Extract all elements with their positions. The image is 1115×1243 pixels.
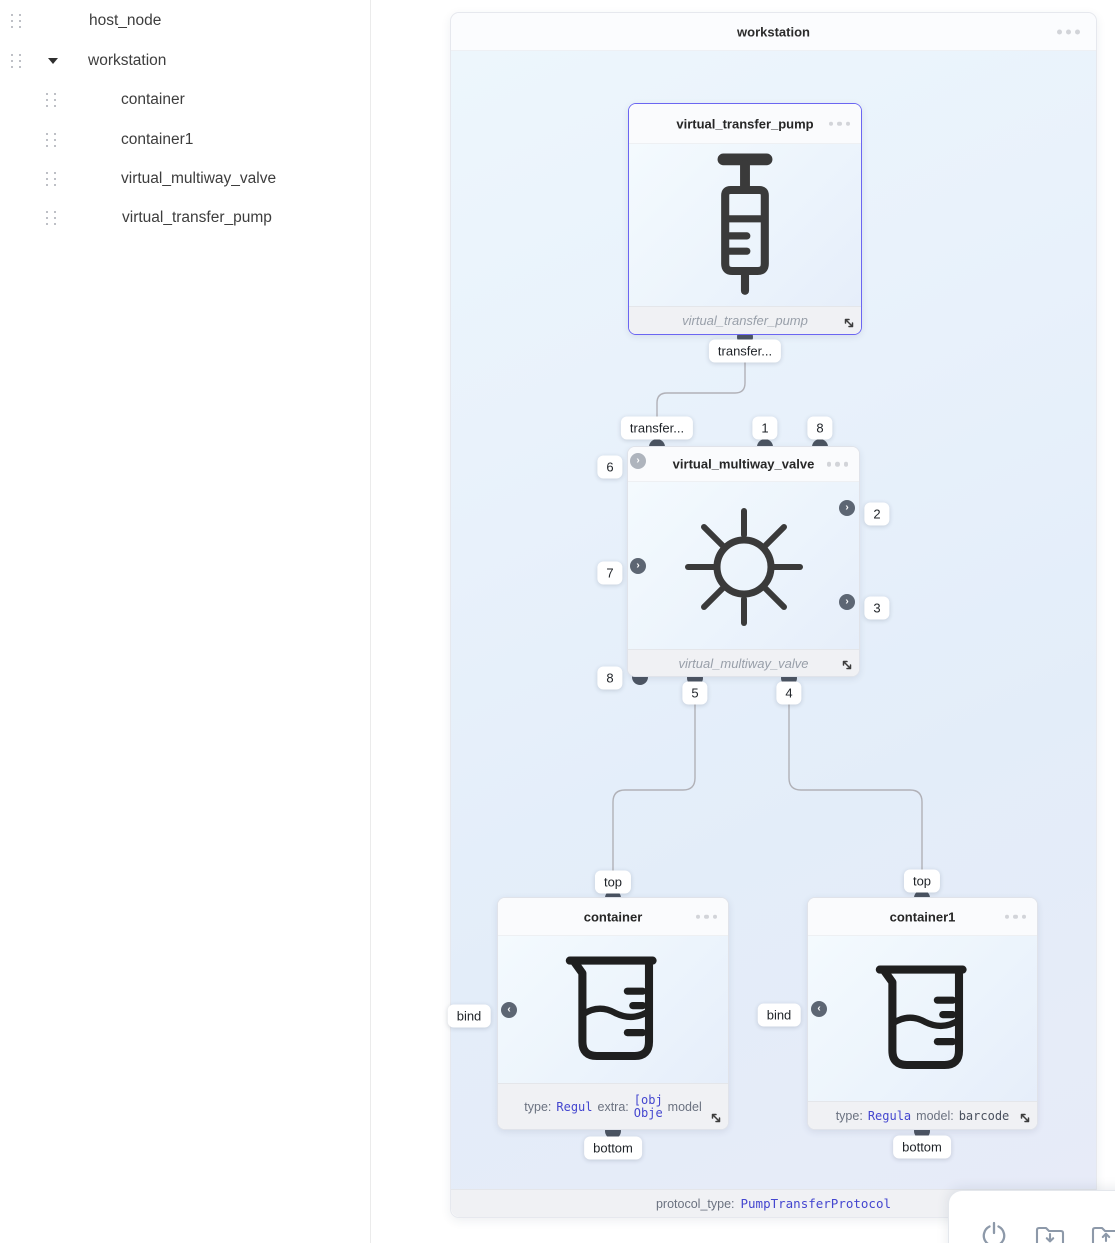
extra-label: extra: [597,1099,629,1114]
folder-upload-icon [1090,1221,1115,1243]
drag-handle-icon[interactable] [45,92,57,108]
port-valve-3[interactable]: › [839,594,855,610]
node-title: container [583,909,643,924]
more-menu-icon[interactable] [696,914,718,919]
tree-item-label: workstation [88,52,167,69]
port-container-bind[interactable]: ‹ [501,1002,517,1018]
port-label: 3 [864,597,889,620]
port-label: top [904,870,940,893]
port-label: bottom [893,1136,951,1159]
drag-handle-icon[interactable] [45,210,57,226]
port-label: transfer... [621,417,693,440]
node-footer [628,649,859,676]
node-title: virtual_multiway_valve [672,456,815,472]
port-valve-6[interactable]: › [630,453,646,469]
node-title: container1 [889,909,956,924]
drag-handle-icon[interactable] [45,132,57,148]
port-label: 6 [597,456,622,479]
node-body [629,144,861,308]
node-tree-sidebar [0,0,371,1243]
node-virtual-transfer-pump[interactable] [628,103,862,335]
resize-handle-icon[interactable] [840,658,854,672]
port-label: 8 [597,667,622,690]
port-label: top [595,871,631,894]
node-title: virtual_transfer_pump [676,116,814,131]
port-label: 4 [776,682,801,705]
tree-item-host-node[interactable] [0,6,370,36]
beaker-icon [869,960,977,1080]
resize-handle-icon[interactable] [842,316,856,330]
port-label: 2 [864,503,889,526]
more-menu-icon[interactable] [827,462,849,467]
node-footer [629,306,861,334]
port-label: bind [448,1005,491,1028]
port-label: bind [758,1004,801,1027]
port-valve-2[interactable]: › [839,500,855,516]
model-value: barcode [958,1108,1010,1123]
tree-item-virtual-multiway-valve[interactable] [0,164,370,194]
port-valve-7[interactable]: › [630,558,646,574]
extra-value: [obj Obje [633,1092,663,1120]
more-menu-icon[interactable] [829,121,851,126]
tree-item-workstation[interactable] [0,46,370,76]
tree-item-container[interactable] [0,85,370,115]
drag-handle-icon[interactable] [10,13,22,29]
node-header[interactable] [628,447,859,482]
tree-item-label: container [121,91,185,108]
type-value: Regul [556,1099,593,1114]
power-button[interactable] [977,1218,1011,1243]
workstation-header[interactable] [451,13,1096,51]
model-label: model: [916,1108,954,1123]
resize-handle-icon[interactable] [1018,1111,1032,1125]
tree-item-label: container1 [121,131,194,148]
tree-item-label: host_node [89,12,162,29]
tree-item-label: virtual_multiway_valve [121,170,277,187]
node-footer [808,1101,1037,1129]
type-label: type: [524,1099,552,1114]
drag-handle-icon[interactable] [10,53,22,69]
workstation-title: workstation [737,24,810,39]
canvas-toolbar [948,1190,1115,1243]
drag-handle-icon[interactable] [45,171,57,187]
node-body [628,482,859,651]
node-body [808,936,1037,1103]
port-container1-bind[interactable]: ‹ [811,1001,827,1017]
node-container[interactable] [497,897,729,1130]
tree-item-virtual-transfer-pump[interactable] [0,203,370,233]
folder-upload-button[interactable] [1089,1218,1115,1243]
node-body [498,936,728,1085]
type-label: type: [835,1108,863,1123]
folder-download-button[interactable] [1033,1218,1067,1243]
port-label: transfer... [709,340,781,363]
node-footer-name: virtual_transfer_pump [682,313,808,328]
port-label: 8 [807,417,832,440]
type-value: Regula [867,1108,912,1123]
valve-icon [682,505,806,629]
tree-item-label: virtual_transfer_pump [122,209,272,226]
node-footer-name: virtual_multiway_valve [678,655,809,671]
protocol-type-value: PumpTransferProtocol [740,1196,892,1211]
port-label: 7 [597,562,622,585]
caret-down-icon[interactable] [48,58,58,64]
node-header[interactable] [629,104,861,144]
port-label: 1 [752,417,777,440]
more-menu-icon[interactable] [1057,29,1080,34]
port-label: 5 [682,682,707,705]
node-virtual-multiway-valve[interactable] [627,446,860,677]
beaker-icon [559,951,667,1071]
node-header[interactable] [808,898,1037,936]
more-menu-icon[interactable] [1005,914,1027,919]
node-footer [498,1083,728,1129]
syringe-icon [691,148,799,304]
model-label: model [667,1099,702,1114]
port-label: bottom [584,1137,642,1160]
resize-handle-icon[interactable] [709,1111,723,1125]
protocol-type-label: protocol_type: [655,1196,735,1211]
node-container1[interactable] [807,897,1038,1130]
folder-download-icon [1034,1221,1066,1243]
node-header[interactable] [498,898,728,936]
tree-item-container1[interactable] [0,125,370,155]
power-icon [979,1220,1009,1243]
